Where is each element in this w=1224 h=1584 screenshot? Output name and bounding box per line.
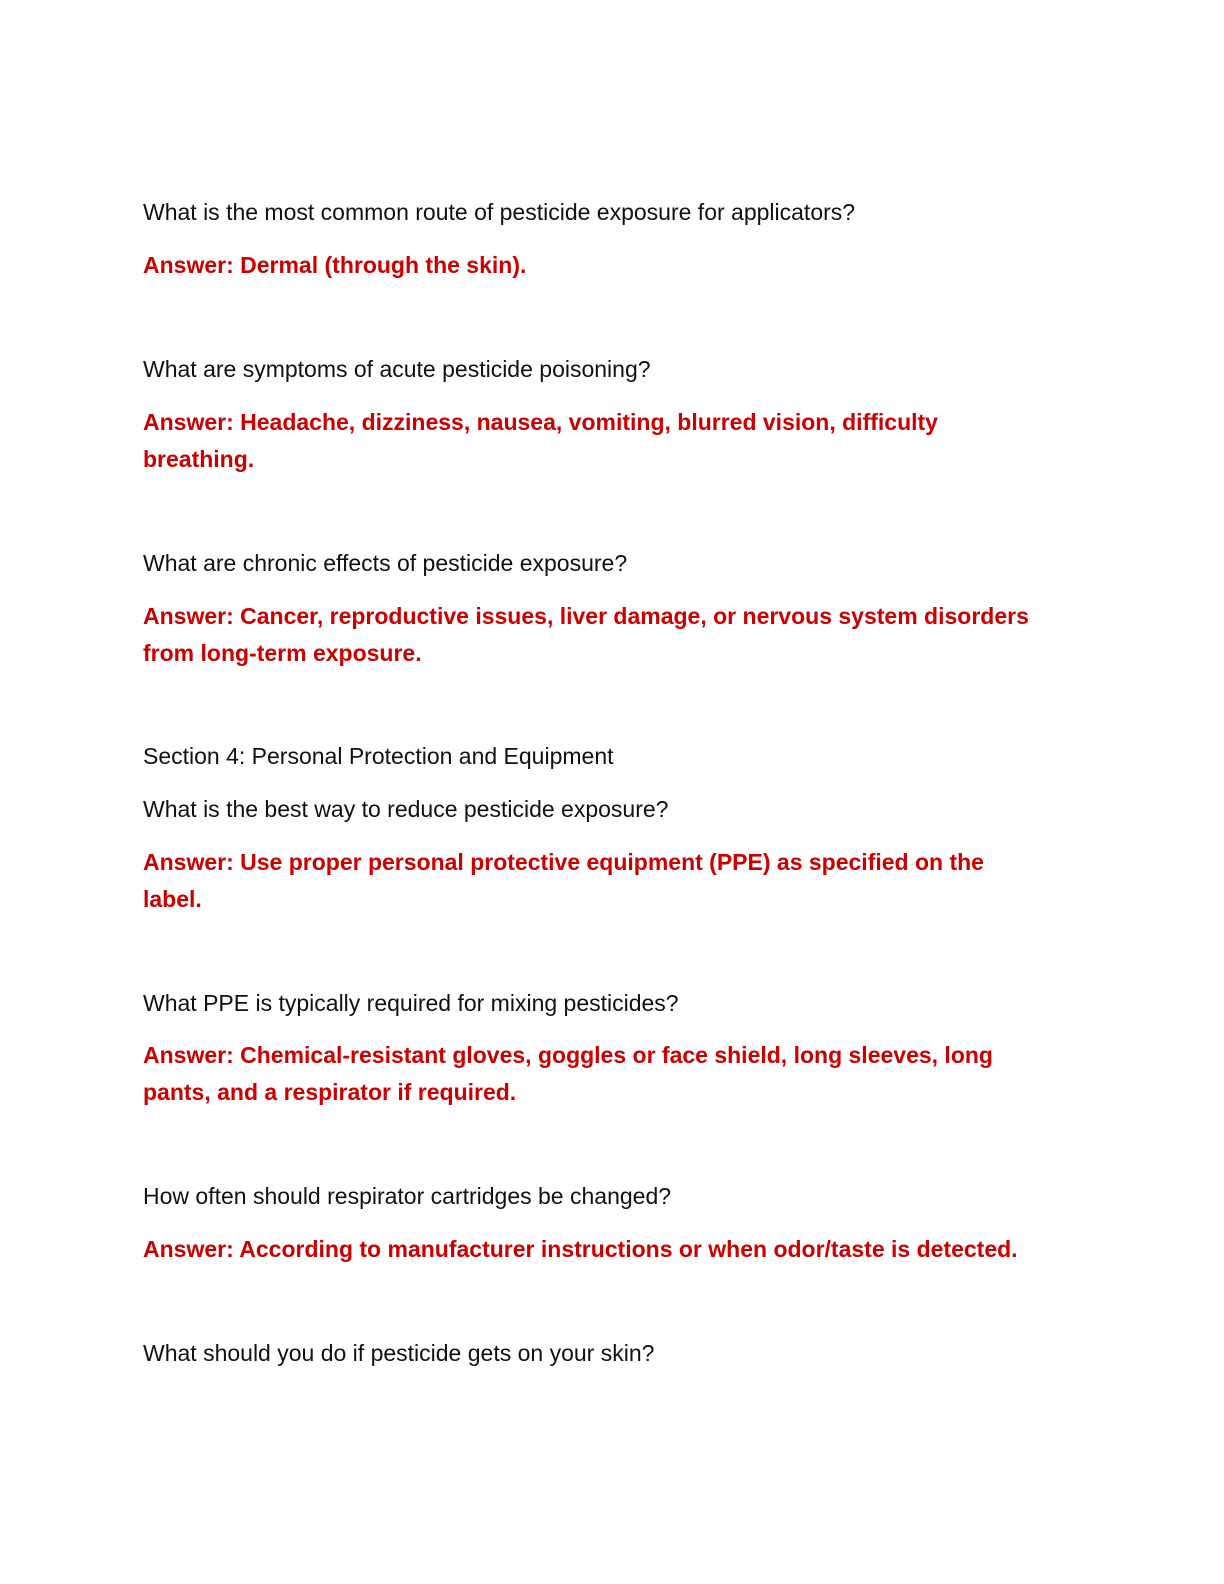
answer-text: breathing. bbox=[143, 446, 255, 472]
answer-text: label. bbox=[143, 886, 202, 912]
answer-text: Answer: According to manufacturer instructions or when odor/taste is detected. bbox=[143, 1236, 1018, 1262]
question-text: What are chronic effects of pesticide exposure? bbox=[143, 550, 628, 576]
answer-text: Answer: Cancer, reproductive issues, liver damage, or nervous system disorders bbox=[143, 603, 1029, 629]
answer-text: from long-term exposure. bbox=[143, 640, 422, 666]
question-text: How often should respirator cartridges be changed? bbox=[143, 1183, 672, 1209]
question-text: What are symptoms of acute pesticide poisoning? bbox=[143, 356, 651, 382]
question-text: What PPE is typically required for mixing pesticides? bbox=[143, 990, 679, 1016]
answer-text: pants, and a respirator if required. bbox=[143, 1079, 517, 1105]
answer-text: Answer: Headache, dizziness, nausea, vomiting, blurred vision, difficulty bbox=[143, 409, 938, 435]
question-text: What is the most common route of pesticide exposure for applicators? bbox=[143, 199, 856, 225]
answer-text: Answer: Dermal (through the skin). bbox=[143, 252, 527, 278]
section-heading: Section 4: Personal Protection and Equipment bbox=[143, 743, 614, 769]
answer-text: Answer: Chemical-resistant gloves, goggles or face shield, long sleeves, long bbox=[143, 1042, 993, 1068]
question-text: What should you do if pesticide gets on your skin? bbox=[143, 1340, 655, 1366]
question-text: What is the best way to reduce pesticide exposure? bbox=[143, 796, 669, 822]
answer-text: Answer: Use proper personal protective equipment (PPE) as specified on the bbox=[143, 849, 984, 875]
